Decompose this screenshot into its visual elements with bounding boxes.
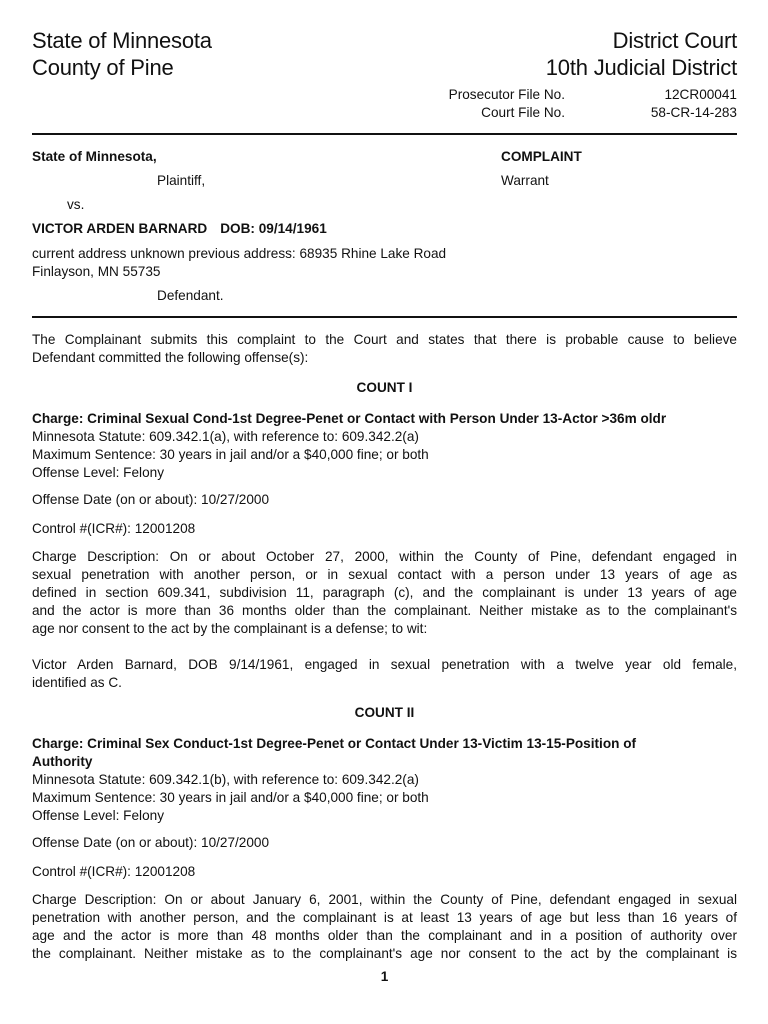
court-heading: District Court <box>612 28 737 53</box>
court-file-label: Court File No. <box>481 105 565 120</box>
statute-text: Minnesota Statute: 609.342.1(b), with reference to: 609.342.2(a) <box>32 772 419 787</box>
description-line: and the actor is more than 36 months older than the complainant. Neither mistake as to the complainant's <box>32 603 737 618</box>
court-file-value: 58-CR-14-283 <box>650 105 737 120</box>
intro-line: Defendant committed the following offense(s): <box>32 350 309 365</box>
defendant-dob: DOB: 09/14/1961 <box>220 221 327 236</box>
defendant-address-line1: current address unknown previous address: 68935 Rhine Lake Road <box>32 246 447 261</box>
description-line: Charge Description: On or about October 27, 2000, within the County of Pine, defendant engaged in <box>32 549 737 564</box>
description-line: sexual penetration with another person, or in sexual contact with a person under 13 years of age as <box>32 567 737 582</box>
charge-title: Charge: Criminal Sexual Cond-1st Degree-Penet or Contact with Person Under 13-Actor >36m oldr <box>32 411 667 426</box>
defendant-address-line2: Finlayson, MN 55735 <box>32 264 161 279</box>
count-charge-block <box>32 410 737 482</box>
offense-level-text: Offense Level: Felony <box>32 465 164 480</box>
defendant-name-line <box>32 220 327 238</box>
header-divider <box>32 133 737 135</box>
state-heading: State of Minnesota <box>32 28 212 53</box>
count-heading: COUNT II <box>354 705 415 720</box>
facts-paragraph <box>32 656 737 692</box>
plaintiff-role: Plaintiff, <box>157 173 206 188</box>
intro-paragraph <box>32 331 737 367</box>
complaint-type: Warrant <box>501 173 549 188</box>
intro-line: The Complainant submits this complaint to the Court and states that there is probable cause to believe <box>32 332 737 347</box>
control-number-text: Control #(ICR#): 12001208 <box>32 864 196 879</box>
caption-divider <box>32 316 737 318</box>
complaint-title: COMPLAINT <box>501 149 582 164</box>
district-heading: 10th Judicial District <box>545 55 737 80</box>
prosecutor-file-value: 12CR00041 <box>664 87 737 102</box>
description-line: penetration with another person, and the complainant is at least 13 years of age but less than 16 years of <box>32 910 737 925</box>
charge-title: Charge: Criminal Sex Conduct-1st Degree-Penet or Contact Under 13-Victim 13-15-Position of <box>32 736 637 751</box>
description-line: Charge Description: On or about January 6, 2001, within the County of Pine, defendant engaged in sexual <box>32 892 737 907</box>
county-heading: County of Pine <box>32 55 174 80</box>
facts-line: Victor Arden Barnard, DOB 9/14/1961, engaged in sexual penetration with a twelve year old female, <box>32 657 737 672</box>
count-charge-block <box>32 735 737 825</box>
plaintiff-name: State of Minnesota, <box>32 149 157 164</box>
offense-level-text: Offense Level: Felony <box>32 808 164 823</box>
control-number-text: Control #(ICR#): 12001208 <box>32 521 196 536</box>
offense-date-text: Offense Date (on or about): 10/27/2000 <box>32 492 270 507</box>
sentence-text: Maximum Sentence: 30 years in jail and/or a $40,000 fine; or both <box>32 447 429 462</box>
charge-description-paragraph <box>32 548 737 638</box>
defendant-name: VICTOR ARDEN BARNARD <box>32 221 208 236</box>
charge-title: Authority <box>32 754 93 769</box>
description-line: the complainant. Neither mistake as to the complainant's age nor consent to the act by the complainant is <box>32 946 737 961</box>
prosecutor-file-label: Prosecutor File No. <box>448 87 565 102</box>
sentence-text: Maximum Sentence: 30 years in jail and/or a $40,000 fine; or both <box>32 790 429 805</box>
versus-text: vs. <box>67 197 85 212</box>
description-line: age nor consent to the act by the complainant is a defense; to wit: <box>32 621 428 636</box>
offense-date-text: Offense Date (on or about): 10/27/2000 <box>32 835 270 850</box>
count-heading: COUNT I <box>356 380 413 395</box>
page-number: 1 <box>380 969 389 984</box>
facts-line: identified as C. <box>32 675 122 690</box>
charge-description-paragraph <box>32 891 737 963</box>
statute-text: Minnesota Statute: 609.342.1(a), with reference to: 609.342.2(a) <box>32 429 419 444</box>
description-line: age and the actor is more than 48 months older than the complainant and in a position of authority over <box>32 928 737 943</box>
defendant-role: Defendant. <box>157 288 224 303</box>
description-line: defined in section 609.341, subdivision 11, paragraph (c), and the complainant is under 13 years of age <box>32 585 737 600</box>
